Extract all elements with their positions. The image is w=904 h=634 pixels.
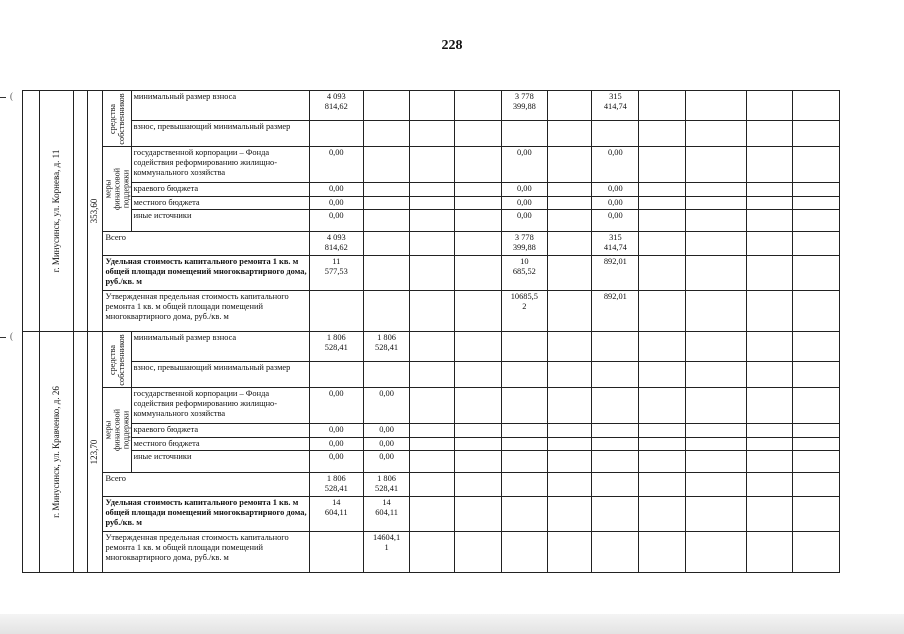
row-label: взнос, превышающий минимальный размер [131, 121, 309, 147]
value-cell [455, 197, 501, 210]
value-cell [410, 438, 455, 451]
value-cell [547, 473, 591, 497]
value-cell [793, 438, 839, 451]
value-cell [685, 121, 746, 147]
funding-group-owners-text: средства собственников [108, 92, 127, 145]
value-cell [363, 121, 409, 147]
value-cell [639, 497, 685, 532]
value-cell [685, 197, 746, 210]
value-cell [639, 210, 685, 232]
value-cell: 315 414,74 [592, 91, 639, 121]
value-cell [747, 121, 793, 147]
row-label: взнос, превышающий минимальный размер [131, 362, 309, 388]
table-row [23, 91, 889, 121]
value-cell [547, 388, 591, 424]
building-area-text: 123,70 [89, 439, 100, 465]
building-area [88, 91, 103, 332]
value-cell [501, 497, 547, 532]
table-row [23, 497, 889, 532]
value-cell: 0,00 [309, 147, 363, 183]
value-cell [501, 532, 547, 573]
value-cell [592, 473, 639, 497]
value-cell: 0,00 [309, 451, 363, 473]
value-cell [547, 91, 591, 121]
value-cell [455, 497, 501, 532]
value-cell [455, 332, 501, 362]
value-cell: 0,00 [501, 210, 547, 232]
value-cell [547, 362, 591, 388]
value-cell [363, 197, 409, 210]
value-cell [455, 183, 501, 197]
row-label: государственной корпорации – Фонда содействия реформированию жилищно-коммунального хозяйства [131, 388, 309, 424]
edge-mark: ( [10, 331, 13, 341]
value-cell: 315 414,74 [592, 232, 639, 256]
value-cell [410, 183, 455, 197]
value-cell [455, 388, 501, 424]
table-row [23, 256, 889, 291]
value-cell [639, 388, 685, 424]
value-cell: 0,00 [363, 438, 409, 451]
row-label: местного бюджета [131, 197, 309, 210]
value-cell [639, 438, 685, 451]
table-row [23, 232, 889, 256]
value-cell [309, 532, 363, 573]
value-cell [455, 121, 501, 147]
value-cell [639, 232, 685, 256]
value-cell [685, 362, 746, 388]
row-label: Всего [103, 232, 309, 256]
row-label: Удельная стоимость капитального ремонта 1 кв. м общей площади помещений многоквартирного дома, руб./кв. м [103, 497, 309, 532]
value-cell: 0,00 [309, 438, 363, 451]
value-cell [639, 332, 685, 362]
value-cell [547, 197, 591, 210]
value-cell: 11 577,53 [309, 256, 363, 291]
value-cell [547, 291, 591, 332]
table-row [23, 291, 889, 332]
value-cell [685, 473, 746, 497]
table-row [23, 197, 889, 210]
building-address-text: г. Минусинск, ул. Корнева, д. 11 [50, 149, 61, 273]
value-cell: 4 093 814,62 [309, 232, 363, 256]
value-cell: 1 806 528,41 [363, 473, 409, 497]
value-cell [685, 210, 746, 232]
value-cell [410, 232, 455, 256]
value-cell: 0,00 [592, 210, 639, 232]
value-cell: 0,00 [363, 424, 409, 438]
value-cell [501, 121, 547, 147]
value-cell [455, 147, 501, 183]
value-cell [685, 291, 746, 332]
value-cell: 0,00 [501, 197, 547, 210]
building-address [40, 91, 74, 332]
value-cell [547, 121, 591, 147]
value-cell: 0,00 [309, 388, 363, 424]
table-row [23, 121, 889, 147]
value-cell: 0,00 [592, 197, 639, 210]
capital-repair-financing-table [22, 90, 889, 573]
value-cell: 1 806 528,41 [363, 332, 409, 362]
value-cell [363, 147, 409, 183]
table-row [23, 438, 889, 451]
value-cell [793, 532, 839, 573]
table-row [23, 388, 889, 424]
blank-cell [74, 332, 88, 573]
value-cell [410, 473, 455, 497]
value-cell [793, 291, 839, 332]
value-cell [747, 256, 793, 291]
value-cell [309, 291, 363, 332]
value-cell: 14604,1 1 [363, 532, 409, 573]
table-row [23, 532, 889, 573]
value-cell [639, 473, 685, 497]
funding-group-support-text: меры финансовой поддержки [103, 408, 131, 452]
table-row [23, 424, 889, 438]
value-cell [363, 91, 409, 121]
value-cell: 14 604,11 [363, 497, 409, 532]
value-cell [639, 197, 685, 210]
value-cell [410, 451, 455, 473]
value-cell [547, 451, 591, 473]
value-cell [685, 256, 746, 291]
value-cell [455, 210, 501, 232]
value-cell [547, 183, 591, 197]
value-cell [455, 291, 501, 332]
value-cell [363, 232, 409, 256]
value-cell [747, 232, 793, 256]
value-cell [501, 473, 547, 497]
row-label: Удельная стоимость капитального ремонта 1 кв. м общей площади помещений многоквартирного дома, руб./кв. м [103, 256, 309, 291]
value-cell [639, 362, 685, 388]
building-area-text: 353,60 [89, 198, 100, 224]
building-address-text: г. Минусинск, ул. Кравченко, д. 26 [50, 386, 61, 518]
value-cell [685, 497, 746, 532]
value-cell: 0,00 [592, 147, 639, 183]
value-cell [455, 91, 501, 121]
value-cell [793, 497, 839, 532]
building-area [88, 332, 103, 573]
table-row [23, 183, 889, 197]
edge-mark: ( [10, 91, 13, 101]
value-cell [747, 183, 793, 197]
value-cell [793, 256, 839, 291]
value-cell [685, 388, 746, 424]
value-cell [455, 532, 501, 573]
value-cell [592, 424, 639, 438]
value-cell [547, 332, 591, 362]
value-cell [639, 291, 685, 332]
value-cell [685, 451, 746, 473]
value-cell: 4 093 814,62 [309, 91, 363, 121]
value-cell [410, 91, 455, 121]
table-row [23, 210, 889, 232]
value-cell [455, 362, 501, 388]
value-cell [747, 210, 793, 232]
value-cell [639, 532, 685, 573]
row-label: минимальный размер взноса [131, 332, 309, 362]
value-cell [547, 532, 591, 573]
value-cell: 0,00 [309, 183, 363, 197]
value-cell [455, 424, 501, 438]
value-cell: 0,00 [309, 424, 363, 438]
value-cell [747, 388, 793, 424]
value-cell [501, 424, 547, 438]
value-cell: 3 778 399,88 [501, 91, 547, 121]
value-cell: 0,00 [309, 197, 363, 210]
value-cell: 14 604,11 [309, 497, 363, 532]
row-label: иные источники [131, 451, 309, 473]
value-cell [793, 147, 839, 183]
value-cell: 0,00 [309, 210, 363, 232]
value-cell: 0,00 [501, 183, 547, 197]
value-cell [547, 232, 591, 256]
table-row [23, 451, 889, 473]
building-address [40, 332, 74, 573]
value-cell [455, 232, 501, 256]
value-cell [547, 424, 591, 438]
value-cell [592, 362, 639, 388]
value-cell [410, 424, 455, 438]
value-cell: 0,00 [592, 183, 639, 197]
value-cell [309, 362, 363, 388]
scan-bottom-margin [0, 614, 904, 634]
value-cell [747, 362, 793, 388]
value-cell [501, 438, 547, 451]
value-cell [747, 332, 793, 362]
row-label: государственной корпорации – Фонда содействия реформированию жилищно-коммунального хозяйства [131, 147, 309, 183]
value-cell [793, 362, 839, 388]
value-cell [747, 147, 793, 183]
value-cell [747, 451, 793, 473]
value-cell: 10685,5 2 [501, 291, 547, 332]
value-cell: 10 685,52 [501, 256, 547, 291]
value-cell [547, 147, 591, 183]
funding-group-support [103, 388, 131, 473]
value-cell: 1 806 528,41 [309, 473, 363, 497]
value-cell [363, 256, 409, 291]
value-cell [639, 451, 685, 473]
row-gap-cell [23, 91, 40, 332]
value-cell: 1 806 528,41 [309, 332, 363, 362]
value-cell [685, 532, 746, 573]
funding-group-owners [103, 91, 131, 147]
value-cell: 3 778 399,88 [501, 232, 547, 256]
value-cell [747, 497, 793, 532]
value-cell [685, 147, 746, 183]
value-cell [363, 291, 409, 332]
value-cell [747, 197, 793, 210]
funding-group-support-text: меры финансовой поддержки [103, 167, 131, 211]
value-cell [793, 473, 839, 497]
value-cell [547, 497, 591, 532]
table-row [23, 473, 889, 497]
value-cell [592, 451, 639, 473]
row-label: местного бюджета [131, 438, 309, 451]
value-cell [592, 532, 639, 573]
value-cell [793, 332, 839, 362]
value-cell [639, 183, 685, 197]
value-cell [501, 362, 547, 388]
table-row [23, 362, 889, 388]
value-cell [793, 232, 839, 256]
value-cell [363, 183, 409, 197]
value-cell [793, 183, 839, 197]
value-cell [455, 473, 501, 497]
value-cell [363, 362, 409, 388]
value-cell [410, 332, 455, 362]
value-cell [309, 121, 363, 147]
value-cell [410, 210, 455, 232]
value-cell: 0,00 [501, 147, 547, 183]
value-cell [410, 256, 455, 291]
value-cell: 0,00 [363, 388, 409, 424]
row-label: иные источники [131, 210, 309, 232]
value-cell [793, 197, 839, 210]
value-cell: 892,01 [592, 256, 639, 291]
value-cell [410, 497, 455, 532]
value-cell [747, 438, 793, 451]
row-label: краевого бюджета [131, 424, 309, 438]
table-body [23, 91, 889, 573]
page-number: 228 [441, 38, 463, 53]
value-cell [547, 210, 591, 232]
value-cell [793, 121, 839, 147]
funding-group-owners [103, 332, 131, 388]
table-row [23, 332, 889, 362]
value-cell [410, 291, 455, 332]
value-cell [592, 438, 639, 451]
value-cell [410, 147, 455, 183]
value-cell [410, 532, 455, 573]
value-cell [410, 197, 455, 210]
value-cell [592, 388, 639, 424]
value-cell [793, 451, 839, 473]
value-cell [410, 121, 455, 147]
value-cell [747, 291, 793, 332]
value-cell: 892,01 [592, 291, 639, 332]
value-cell [639, 256, 685, 291]
row-label: краевого бюджета [131, 183, 309, 197]
value-cell [592, 332, 639, 362]
row-label: Утвержденная предельная стоимость капитального ремонта 1 кв. м общей площади помещений многоквартирного дома, руб./кв. м [103, 532, 309, 573]
value-cell [685, 424, 746, 438]
value-cell [639, 147, 685, 183]
row-label: Утвержденная предельная стоимость капитального ремонта 1 кв. м общей площади помещений многоквартирного дома, руб./кв. м [103, 291, 309, 332]
value-cell [793, 210, 839, 232]
value-cell [592, 497, 639, 532]
value-cell [639, 91, 685, 121]
value-cell [592, 121, 639, 147]
row-label: минимальный размер взноса [131, 91, 309, 121]
value-cell [793, 91, 839, 121]
value-cell [410, 388, 455, 424]
value-cell [747, 473, 793, 497]
value-cell [747, 424, 793, 438]
blank-cell [74, 91, 88, 332]
value-cell [547, 438, 591, 451]
value-cell [501, 332, 547, 362]
value-cell [685, 438, 746, 451]
value-cell [501, 451, 547, 473]
value-cell [501, 388, 547, 424]
value-cell [685, 91, 746, 121]
value-cell [747, 91, 793, 121]
row-gap-cell [23, 332, 40, 573]
value-cell [639, 121, 685, 147]
value-cell [685, 332, 746, 362]
value-cell [547, 256, 591, 291]
value-cell [685, 183, 746, 197]
value-cell [455, 451, 501, 473]
table-row [23, 147, 889, 183]
value-cell [793, 388, 839, 424]
value-cell [639, 424, 685, 438]
row-label: Всего [103, 473, 309, 497]
value-cell [685, 232, 746, 256]
value-cell [455, 256, 501, 291]
funding-group-support [103, 147, 131, 232]
scan-edge-mark-middle [0, 337, 6, 338]
value-cell [793, 424, 839, 438]
value-cell [747, 532, 793, 573]
value-cell [363, 210, 409, 232]
funding-group-owners-text: средства собственников [108, 333, 127, 386]
scan-edge-mark-top [0, 97, 6, 98]
value-cell: 0,00 [363, 451, 409, 473]
value-cell [410, 362, 455, 388]
value-cell [455, 438, 501, 451]
